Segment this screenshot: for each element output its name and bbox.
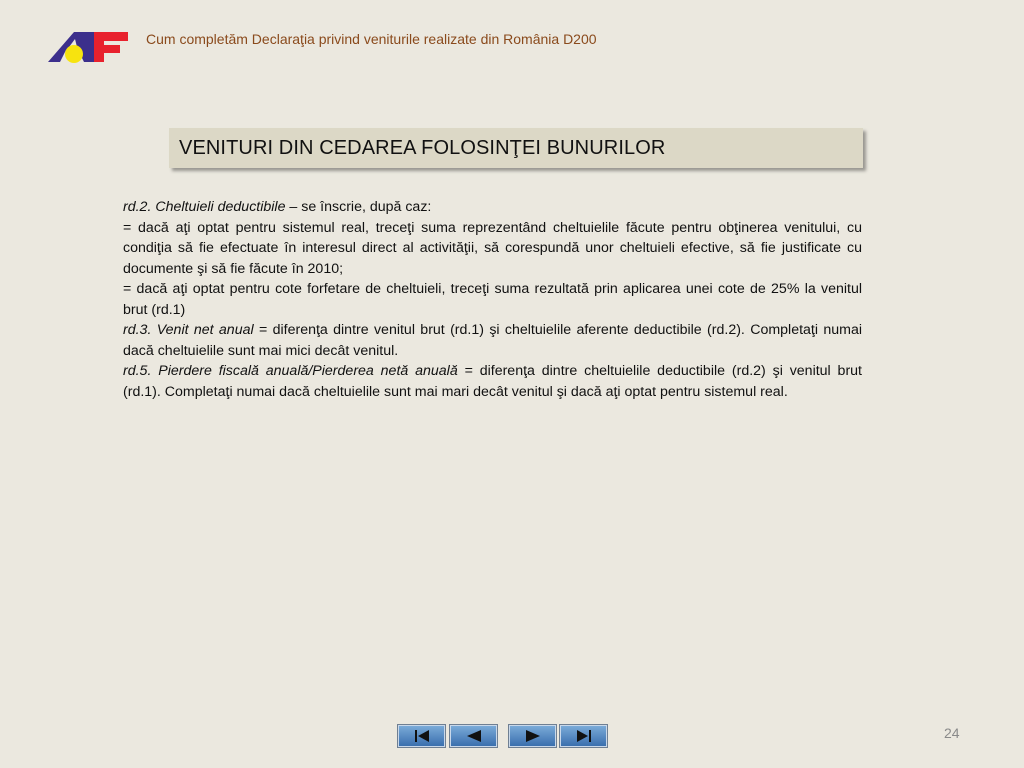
rd3-label: rd.3. Venit net anual [123, 322, 254, 338]
arrow-right-icon [524, 729, 542, 743]
skip-back-icon [413, 729, 431, 743]
first-slide-button[interactable] [398, 725, 445, 747]
rd2-option-flat-rate: = dacă aţi optat pentru cote forfetare de cheltuieli, treceţi suma rezultată prin aplicarea unei cote de 25% la venitul brut (rd.1) [123, 281, 862, 318]
slide-title-box [169, 128, 863, 168]
previous-slide-button[interactable] [450, 725, 497, 747]
rd3-text: = diferenţa dintre venitul brut (rd.1) şi cheltuielile aferente deductibile (rd.2). Completaţi numai dacă cheltuielile sunt mai mici decât venitul. [123, 322, 862, 359]
presentation-title: Cum completăm Declaraţia privind veniturile realizate din România D200 [146, 31, 597, 47]
page-number: 24 [944, 725, 960, 741]
rd5-text: = diferenţa dintre cheltuielile deductibile (rd.2) şi venitul brut (rd.1). Completaţi numai dacă cheltuielile sunt mai mari decât venitul şi dacă aţi optat pentru sistemul real. [123, 363, 862, 400]
next-slide-button[interactable] [509, 725, 556, 747]
arrow-left-icon [465, 729, 483, 743]
rd5-paragraph [123, 361, 862, 402]
rd3-paragraph [123, 320, 862, 361]
skip-forward-icon [575, 729, 593, 743]
rd2-label: rd.2. Cheltuieli deductibile [123, 199, 286, 215]
slide-title: VENITURI DIN CEDAREA FOLOSINŢEI BUNURILOR [179, 136, 666, 159]
anaf-logo [44, 26, 132, 72]
slide-body [123, 197, 862, 402]
rd2-option-real-system: = dacă aţi optat pentru sistemul real, treceţi suma reprezentând cheltuielile făcute pentru obţinerea venitului, cu condiţia să fie efectuate în interesul direct al activităţii, să corespundă unor cheltuieli efective, să fie justificate cu documente şi să fie făcute în 2010; [123, 219, 862, 277]
rd2-paragraph [123, 197, 862, 218]
last-slide-button[interactable] [560, 725, 607, 747]
rd5-label: rd.5. Pierdere fiscală anuală/Pierderea netă anuală [123, 363, 458, 379]
rd2-intro: – se înscrie, după caz: [285, 199, 432, 215]
